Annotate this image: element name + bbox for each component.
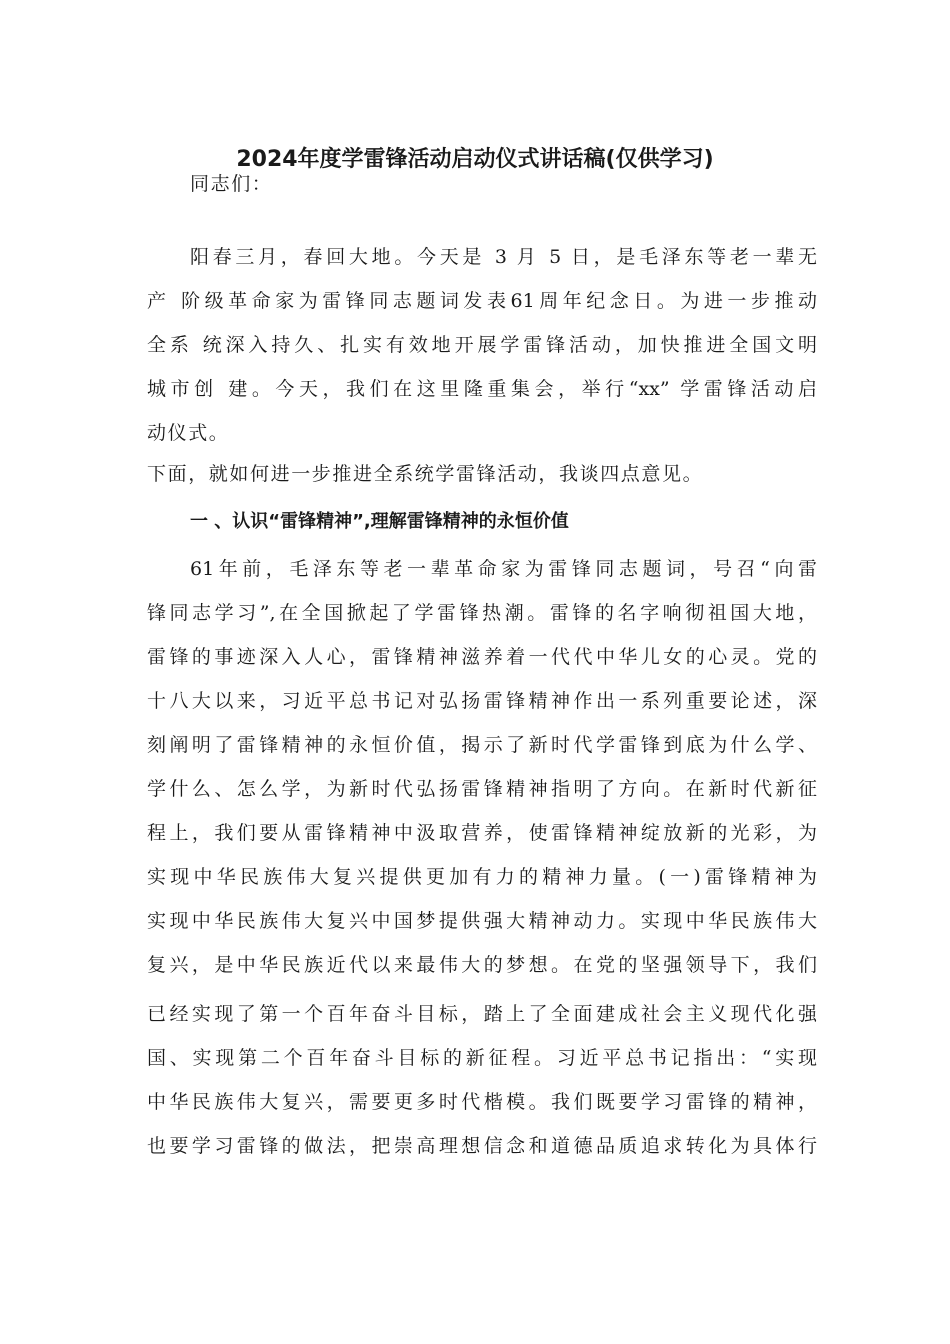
body-line-3: 雷锋的事迹深入人心，雷锋精神滋养着一代代中华儿女的心灵。党的 [147, 646, 817, 668]
body-line-12: 国、实现第二个百年奋斗目标的新征程。习近平总书记指出：“实现 [147, 1047, 817, 1069]
body-line-6: 学什么、怎么学，为新时代弘扬雷锋精神指明了方向。在新时代新征 [147, 778, 817, 800]
body-line-13: 中华民族伟大复兴，需要更多时代楷模。我们既要学习雷锋的精神， [147, 1091, 817, 1113]
body-line-14: 也要学习雷锋的做法，把崇高理想信念和道德品质追求转化为具体行 [147, 1135, 817, 1157]
body-line-5: 刻阐明了雷锋精神的永恒价值，揭示了新时代学雷锋到底为什么学、 [147, 734, 817, 756]
body-line-11: 已经实现了第一个百年奋斗目标，踏上了全面建成社会主义现代化强 [147, 1003, 817, 1025]
intro-line-5: 动仪式。 [147, 422, 230, 444]
body-line-10: 复兴，是中华民族近代以来最伟大的梦想。在党的坚强领导下，我们 [147, 954, 817, 976]
body-line-7: 程上，我们要从雷锋精神中汲取营养，使雷锋精神绽放新的光彩，为 [147, 822, 817, 844]
intro-line-3: 全系 统深入持久、扎实有效地开展学雷锋活动，加快推进全国文明 [147, 334, 817, 356]
intro-line-4: 城市创 建。今天，我们在这里隆重集会，举行“xx” 学雷锋活动启 [147, 378, 817, 400]
intro-line-2: 产 阶级革命家为雷锋同志题词发表61周年纪念日。为进一步推动 [147, 290, 817, 312]
transition-paragraph: 下面，就如何进一步推进全系统学雷锋活动，我谈四点意见。 [147, 463, 704, 485]
intro-line-1: 阳春三月，春回大地。今天是 3 月 5 日，是毛泽东等老一辈无 [190, 246, 817, 268]
body-line-9: 实现中华民族伟大复兴中国梦提供强大精神动力。实现中华民族伟大 [147, 910, 817, 932]
body-line-1: 61年前，毛泽东等老一辈革命家为雷锋同志题词，号召“向雷 [190, 558, 817, 580]
body-line-8: 实现中华民族伟大复兴提供更加有力的精神力量。(一)雷锋精神为 [147, 866, 817, 888]
body-line-2: 锋同志学习”,在全国掀起了学雷锋热潮。雷锋的名字响彻祖国大地， [147, 602, 817, 624]
section-1-heading: 一 、认识“雷锋精神”,理解雷锋精神的永恒价值 [190, 511, 569, 532]
body-line-4: 十八大以来，习近平总书记对弘扬雷锋精神作出一系列重要论述，深 [147, 690, 817, 712]
salutation: 同志们： [190, 173, 273, 195]
document-title: 2024年度学雷锋活动启动仪式讲话稿(仅供学习) [236, 147, 714, 172]
